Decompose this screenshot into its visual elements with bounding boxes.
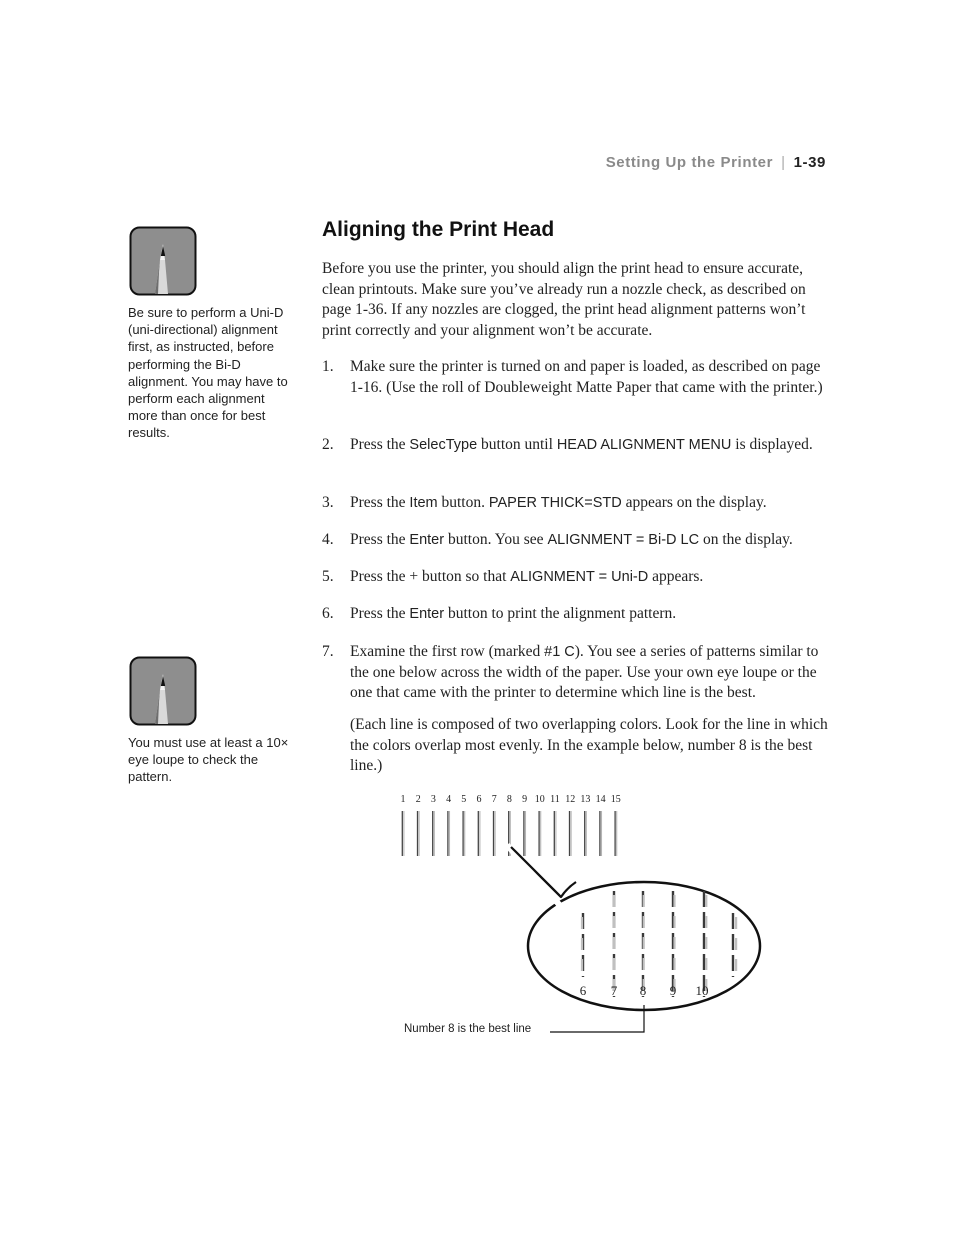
step-text: appears. <box>648 568 704 585</box>
step-text: button. <box>437 494 489 511</box>
step-text: Press the <box>350 494 410 511</box>
button-name-item: Item <box>409 495 438 511</box>
step-number: 7. <box>322 643 334 660</box>
pattern-label: 8 <box>506 794 512 805</box>
pattern-label: 2 <box>415 794 421 805</box>
step-text: on the display. <box>699 531 793 548</box>
step-text: button until <box>477 436 557 453</box>
step-number: 2. <box>322 436 334 453</box>
header-section: Setting Up the Printer <box>605 154 774 171</box>
step-6 <box>322 604 832 625</box>
step-number: 4. <box>322 531 334 548</box>
step-1 <box>322 357 832 398</box>
step-text: Make sure the printer is turned on and paper is loaded, as described on page 1-16. (Use the roll of Doubleweight Matte Paper that came with the printer.) <box>350 358 823 396</box>
step-number: 3. <box>322 494 334 511</box>
display-message: ALIGNMENT = Bi-D LC <box>547 532 700 548</box>
page-number: 1-39 <box>793 154 826 171</box>
pattern-label: 11 <box>550 794 560 805</box>
step-text: ). You see a series of patterns similar to the one below across the width of the paper. Use your own eye loupe or the one that came with the printer to determine which line is the best. <box>350 643 819 701</box>
note-eye-loupe: You must use at least a 10× eye loupe to check the pattern. <box>128 735 289 785</box>
pattern-label: 10 <box>534 794 545 805</box>
button-name-enter: Enter <box>409 606 445 622</box>
header-separator: | <box>781 154 786 171</box>
display-message: ALIGNMENT = Uni-D <box>510 569 649 585</box>
step-7-note: (Each line is composed of two overlapping colors. Look for the line in which the colors overlap most evenly. In the example below, number 8 is the best line.) <box>350 716 828 774</box>
intro-paragraph: Before you use the printer, you should align the print head to ensure accurate, clean printouts. Make sure you’ve already run a nozzle check, as described on page 1-36. If any nozzles are clogged, the print head alignment patterns won’t print correctly and your alignment won’t be accurate. <box>322 260 806 339</box>
row-marker: #1 C <box>544 644 575 660</box>
pattern-number-labels <box>401 794 621 805</box>
step-3 <box>322 493 832 514</box>
step-7 <box>322 642 832 704</box>
pattern-label: 3 <box>430 794 436 805</box>
pattern-label: 14 <box>595 794 606 805</box>
step-number: 1. <box>322 358 334 375</box>
display-message: HEAD ALIGNMENT MENU <box>556 437 732 453</box>
step-text: appears on the display. <box>621 494 767 511</box>
zoom-label: 8 <box>639 983 647 998</box>
step-5 <box>322 567 832 588</box>
pattern-label: 9 <box>522 794 528 805</box>
pattern-label: 4 <box>446 794 452 805</box>
zoom-label: 10 <box>695 983 709 998</box>
zoom-label: 7 <box>610 983 618 998</box>
zoom-label: 6 <box>579 983 587 998</box>
step-text: Press the <box>350 531 410 548</box>
pattern-label: 7 <box>491 794 497 805</box>
step-text: is displayed. <box>731 436 813 453</box>
step-4 <box>322 530 832 551</box>
zoom-label: 9 <box>669 983 677 998</box>
step-number: 5. <box>322 568 334 585</box>
pattern-label: 1 <box>400 794 406 805</box>
step-text: Examine the first row (marked <box>350 643 545 660</box>
step-text: Press the <box>350 436 410 453</box>
step-text: button to print the alignment pattern. <box>444 605 677 622</box>
step-text: Press the <box>350 605 410 622</box>
step-text: Press the + button so that <box>350 568 511 585</box>
section-heading: Aligning the Print Head <box>322 218 555 241</box>
pattern-label: 15 <box>610 794 621 805</box>
pencil-note-icon <box>129 656 197 726</box>
pattern-label: 12 <box>565 794 576 805</box>
alignment-pattern-figure <box>390 785 770 1045</box>
pattern-label: 5 <box>461 794 467 805</box>
display-message: PAPER THICK=STD <box>488 495 622 511</box>
step-text: button. You see <box>444 531 548 548</box>
note-uni-d-first: Be sure to perform a Uni-D (uni-directional) alignment first, as instructed, before performing the Bi-D alignment. You may have to perform each alignment more than once for best results. <box>128 305 288 441</box>
figure-caption: Number 8 is the best line <box>404 1023 532 1035</box>
pattern-label: 6 <box>476 794 482 805</box>
button-name-selectype: SelecType <box>409 437 478 453</box>
running-header <box>606 154 826 171</box>
step-number: 6. <box>322 605 334 622</box>
step-2 <box>322 435 832 456</box>
pencil-note-icon <box>129 226 197 296</box>
pattern-label: 13 <box>580 794 591 805</box>
button-name-enter: Enter <box>409 532 445 548</box>
